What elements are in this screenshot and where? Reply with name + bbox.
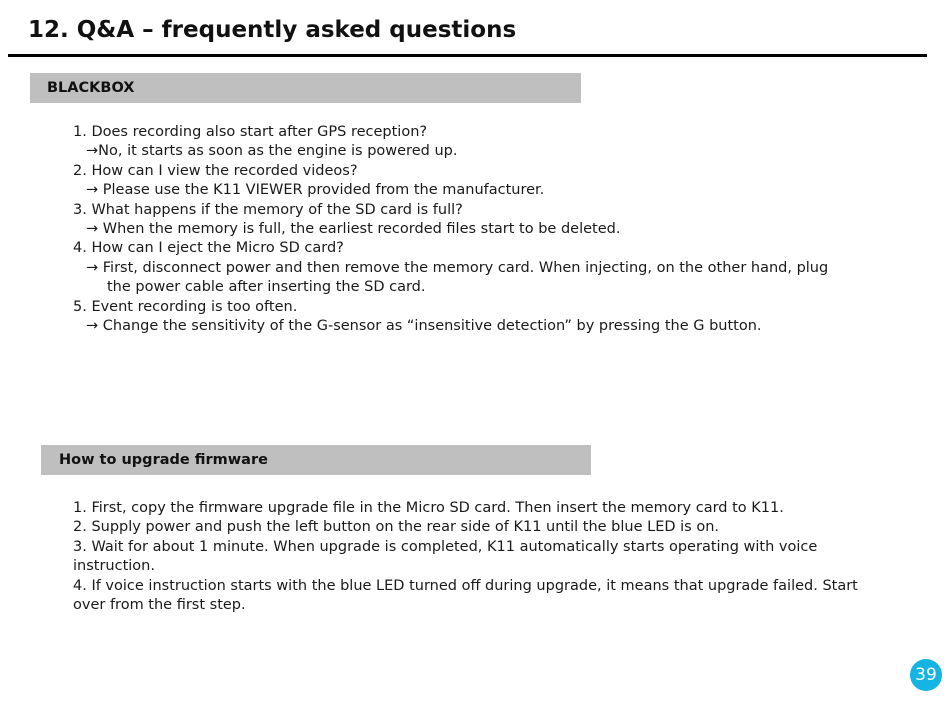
firmware-steps-list	[73, 499, 888, 615]
firmware-step: 4. If voice instruction starts with the blue LED turned off during upgrade, it means that upgrade failed. Start	[73, 577, 858, 594]
firmware-step: 2. Supply power and push the left button on the rear side of K11 until the blue LED is on.	[73, 519, 719, 536]
page-number-badge: 39	[910, 659, 942, 691]
faq-answer-continuation: the power cable after inserting the SD card.	[107, 279, 426, 296]
section-heading-blackbox: BLACKBOX	[30, 73, 581, 103]
faq-answer	[73, 220, 883, 239]
faq-answer	[73, 317, 883, 336]
title-divider	[8, 54, 927, 57]
faq-question: 5. Event recording is too often.	[73, 298, 298, 315]
faq-answer-text: First, disconnect power and then remove the memory card. When injecting, on the other hand, plug	[98, 259, 829, 276]
arrow-right-icon: →	[86, 259, 99, 276]
arrow-right-icon: →	[86, 318, 99, 335]
firmware-step-continuation: over from the first step.	[73, 597, 246, 614]
faq-question: 4. How can I eject the Micro SD card?	[73, 240, 344, 257]
firmware-step: 3. Wait for about 1 minute. When upgrade is completed, K11 automatically starts operating with voice	[73, 538, 818, 555]
faq-answer	[73, 142, 883, 161]
firmware-step: 1. First, copy the firmware upgrade file in the Micro SD card. Then insert the memory card to K11.	[73, 500, 784, 516]
arrow-right-icon: →	[86, 221, 99, 238]
faq-answer-text: Please use the K11 VIEWER provided from the manufacturer.	[98, 182, 545, 199]
arrow-right-icon: →	[86, 143, 99, 160]
arrow-right-icon: →	[86, 182, 99, 199]
blackbox-faq-list	[73, 123, 883, 336]
faq-answer-text: No, it starts as soon as the engine is powered up.	[98, 143, 458, 160]
firmware-step-continuation: instruction.	[73, 558, 155, 575]
faq-answer	[73, 259, 883, 278]
faq-answer	[73, 181, 883, 200]
faq-answer-text: When the memory is full, the earliest recorded files start to be deleted.	[98, 221, 621, 238]
faq-question: 2. How can I view the recorded videos?	[73, 162, 358, 179]
page-title: 12. Q&A – frequently asked questions	[28, 17, 517, 43]
section-heading-firmware: How to upgrade firmware	[41, 445, 591, 475]
faq-question: 3. What happens if the memory of the SD card is full?	[73, 201, 463, 218]
faq-answer-text: Change the sensitivity of the G-sensor as “insensitive detection” by pressing the G button.	[98, 318, 762, 335]
faq-question: 1. Does recording also start after GPS reception?	[73, 124, 428, 140]
